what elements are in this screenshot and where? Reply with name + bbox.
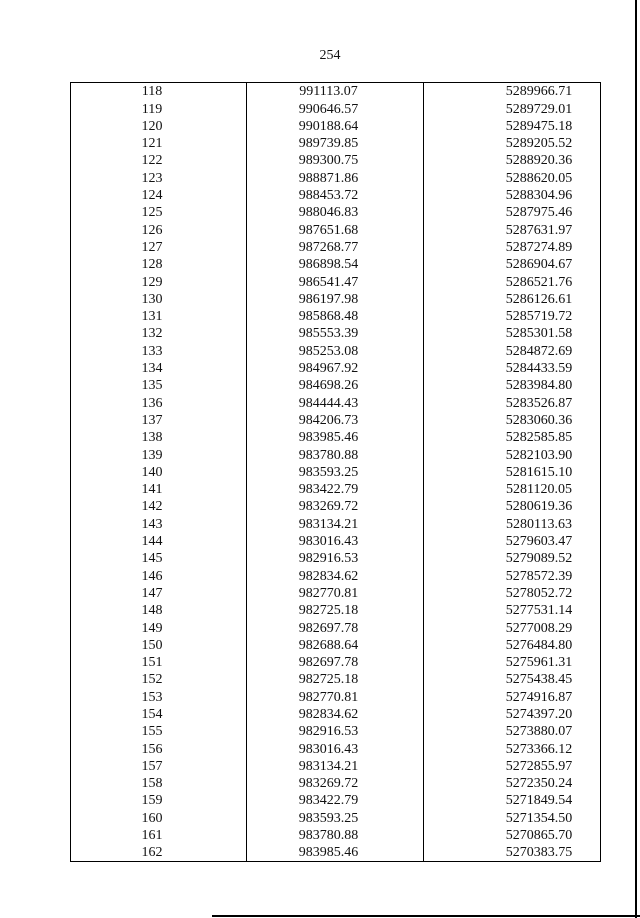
table-row bbox=[71, 429, 601, 446]
point-number-cell: 120 bbox=[71, 118, 247, 135]
point-number-cell: 136 bbox=[71, 394, 247, 411]
y-coordinate-cell: 5279089.52 bbox=[424, 550, 601, 567]
table-row bbox=[71, 394, 601, 411]
table-row bbox=[71, 204, 601, 221]
y-coordinate-cell: 5286521.76 bbox=[424, 273, 601, 290]
y-coordinate-cell: 5271354.50 bbox=[424, 809, 601, 826]
table-row bbox=[71, 342, 601, 359]
table-row bbox=[71, 498, 601, 515]
point-number-cell: 137 bbox=[71, 412, 247, 429]
table-row bbox=[71, 758, 601, 775]
x-coordinate-cell: 982725.18 bbox=[247, 671, 424, 688]
y-coordinate-cell: 5274916.87 bbox=[424, 688, 601, 705]
x-coordinate-cell: 983985.46 bbox=[247, 844, 424, 862]
table-row bbox=[71, 792, 601, 809]
x-coordinate-cell: 982770.81 bbox=[247, 688, 424, 705]
x-coordinate-cell: 983593.25 bbox=[247, 809, 424, 826]
coordinate-table-body bbox=[71, 83, 601, 862]
x-coordinate-cell: 985868.48 bbox=[247, 308, 424, 325]
point-number-cell: 130 bbox=[71, 291, 247, 308]
x-coordinate-cell: 988871.86 bbox=[247, 169, 424, 186]
point-number-cell: 159 bbox=[71, 792, 247, 809]
table-row bbox=[71, 169, 601, 186]
y-coordinate-cell: 5289966.71 bbox=[424, 83, 601, 101]
point-number-cell: 157 bbox=[71, 758, 247, 775]
point-number-cell: 123 bbox=[71, 169, 247, 186]
point-number-cell: 147 bbox=[71, 585, 247, 602]
point-number-cell: 141 bbox=[71, 481, 247, 498]
point-number-cell: 150 bbox=[71, 637, 247, 654]
x-coordinate-cell: 983134.21 bbox=[247, 758, 424, 775]
y-coordinate-cell: 5285301.58 bbox=[424, 325, 601, 342]
y-coordinate-cell: 5271849.54 bbox=[424, 792, 601, 809]
x-coordinate-cell: 989739.85 bbox=[247, 135, 424, 152]
table-row bbox=[71, 809, 601, 826]
y-coordinate-cell: 5283984.80 bbox=[424, 377, 601, 394]
y-coordinate-cell: 5282585.85 bbox=[424, 429, 601, 446]
point-number-cell: 154 bbox=[71, 706, 247, 723]
y-coordinate-cell: 5277531.14 bbox=[424, 602, 601, 619]
table-row bbox=[71, 671, 601, 688]
y-coordinate-cell: 5289475.18 bbox=[424, 118, 601, 135]
x-coordinate-cell: 982697.78 bbox=[247, 619, 424, 636]
y-coordinate-cell: 5270383.75 bbox=[424, 844, 601, 862]
y-coordinate-cell: 5281615.10 bbox=[424, 464, 601, 481]
table-row bbox=[71, 325, 601, 342]
x-coordinate-cell: 983593.25 bbox=[247, 464, 424, 481]
y-coordinate-cell: 5280113.63 bbox=[424, 515, 601, 532]
x-coordinate-cell: 985253.08 bbox=[247, 342, 424, 359]
y-coordinate-cell: 5283526.87 bbox=[424, 394, 601, 411]
x-coordinate-cell: 983985.46 bbox=[247, 429, 424, 446]
table-row bbox=[71, 775, 601, 792]
x-coordinate-cell: 987268.77 bbox=[247, 239, 424, 256]
table-row bbox=[71, 585, 601, 602]
y-coordinate-cell: 5284872.69 bbox=[424, 342, 601, 359]
point-number-cell: 118 bbox=[71, 83, 247, 101]
point-number-cell: 135 bbox=[71, 377, 247, 394]
x-coordinate-cell: 982916.53 bbox=[247, 550, 424, 567]
table-row bbox=[71, 377, 601, 394]
y-coordinate-cell: 5287274.89 bbox=[424, 239, 601, 256]
x-coordinate-cell: 984206.73 bbox=[247, 412, 424, 429]
x-coordinate-cell: 983780.88 bbox=[247, 446, 424, 463]
x-coordinate-cell: 990188.64 bbox=[247, 118, 424, 135]
y-coordinate-cell: 5280619.36 bbox=[424, 498, 601, 515]
y-coordinate-cell: 5273366.12 bbox=[424, 740, 601, 757]
y-coordinate-cell: 5286126.61 bbox=[424, 291, 601, 308]
x-coordinate-cell: 986197.98 bbox=[247, 291, 424, 308]
point-number-cell: 153 bbox=[71, 688, 247, 705]
table-row bbox=[71, 654, 601, 671]
table-row bbox=[71, 152, 601, 169]
table-row bbox=[71, 740, 601, 757]
point-number-cell: 131 bbox=[71, 308, 247, 325]
x-coordinate-cell: 983269.72 bbox=[247, 498, 424, 515]
y-coordinate-cell: 5289729.01 bbox=[424, 100, 601, 117]
table-row bbox=[71, 273, 601, 290]
table-row bbox=[71, 360, 601, 377]
x-coordinate-cell: 983134.21 bbox=[247, 515, 424, 532]
table-row bbox=[71, 550, 601, 567]
point-number-cell: 139 bbox=[71, 446, 247, 463]
table-row bbox=[71, 637, 601, 654]
point-number-cell: 142 bbox=[71, 498, 247, 515]
x-coordinate-cell: 988046.83 bbox=[247, 204, 424, 221]
point-number-cell: 132 bbox=[71, 325, 247, 342]
x-coordinate-cell: 984967.92 bbox=[247, 360, 424, 377]
table-row bbox=[71, 844, 601, 862]
x-coordinate-cell: 982770.81 bbox=[247, 585, 424, 602]
x-coordinate-cell: 982834.62 bbox=[247, 706, 424, 723]
x-coordinate-cell: 988453.72 bbox=[247, 187, 424, 204]
table-row bbox=[71, 706, 601, 723]
table-row bbox=[71, 221, 601, 238]
point-number-cell: 158 bbox=[71, 775, 247, 792]
y-coordinate-cell: 5289205.52 bbox=[424, 135, 601, 152]
y-coordinate-cell: 5283060.36 bbox=[424, 412, 601, 429]
x-coordinate-cell: 986898.54 bbox=[247, 256, 424, 273]
page-number: 254 bbox=[319, 48, 341, 63]
table-row bbox=[71, 827, 601, 844]
y-coordinate-cell: 5287975.46 bbox=[424, 204, 601, 221]
x-coordinate-cell: 983269.72 bbox=[247, 775, 424, 792]
point-number-cell: 133 bbox=[71, 342, 247, 359]
x-coordinate-cell: 990646.57 bbox=[247, 100, 424, 117]
x-coordinate-cell: 982697.78 bbox=[247, 654, 424, 671]
y-coordinate-cell: 5272350.24 bbox=[424, 775, 601, 792]
point-number-cell: 162 bbox=[71, 844, 247, 862]
point-number-cell: 144 bbox=[71, 533, 247, 550]
point-number-cell: 148 bbox=[71, 602, 247, 619]
point-number-cell: 155 bbox=[71, 723, 247, 740]
x-coordinate-cell: 984444.43 bbox=[247, 394, 424, 411]
point-number-cell: 124 bbox=[71, 187, 247, 204]
y-coordinate-cell: 5282103.90 bbox=[424, 446, 601, 463]
x-coordinate-cell: 983780.88 bbox=[247, 827, 424, 844]
x-coordinate-cell: 982834.62 bbox=[247, 567, 424, 584]
y-coordinate-cell: 5287631.97 bbox=[424, 221, 601, 238]
x-coordinate-cell: 984698.26 bbox=[247, 377, 424, 394]
point-number-cell: 152 bbox=[71, 671, 247, 688]
point-number-cell: 134 bbox=[71, 360, 247, 377]
table-row bbox=[71, 464, 601, 481]
table-row bbox=[71, 256, 601, 273]
x-coordinate-cell: 982688.64 bbox=[247, 637, 424, 654]
x-coordinate-cell: 983016.43 bbox=[247, 533, 424, 550]
table-row bbox=[71, 239, 601, 256]
x-coordinate-cell: 987651.68 bbox=[247, 221, 424, 238]
coordinate-table bbox=[70, 82, 601, 862]
table-row bbox=[71, 619, 601, 636]
point-number-cell: 128 bbox=[71, 256, 247, 273]
point-number-cell: 138 bbox=[71, 429, 247, 446]
x-coordinate-cell: 982725.18 bbox=[247, 602, 424, 619]
x-coordinate-cell: 983016.43 bbox=[247, 740, 424, 757]
point-number-cell: 160 bbox=[71, 809, 247, 826]
point-number-cell: 145 bbox=[71, 550, 247, 567]
table-row bbox=[71, 723, 601, 740]
point-number-cell: 156 bbox=[71, 740, 247, 757]
scan-edge-bottom bbox=[212, 915, 640, 917]
y-coordinate-cell: 5279603.47 bbox=[424, 533, 601, 550]
point-number-cell: 143 bbox=[71, 515, 247, 532]
y-coordinate-cell: 5277008.29 bbox=[424, 619, 601, 636]
table-row bbox=[71, 412, 601, 429]
table-row bbox=[71, 187, 601, 204]
table-row bbox=[71, 602, 601, 619]
y-coordinate-cell: 5284433.59 bbox=[424, 360, 601, 377]
x-coordinate-cell: 989300.75 bbox=[247, 152, 424, 169]
x-coordinate-cell: 985553.39 bbox=[247, 325, 424, 342]
y-coordinate-cell: 5275961.31 bbox=[424, 654, 601, 671]
x-coordinate-cell: 991113.07 bbox=[247, 83, 424, 101]
point-number-cell: 146 bbox=[71, 567, 247, 584]
scan-edge-right bbox=[635, 0, 637, 918]
table-row bbox=[71, 688, 601, 705]
point-number-cell: 122 bbox=[71, 152, 247, 169]
y-coordinate-cell: 5273880.07 bbox=[424, 723, 601, 740]
y-coordinate-cell: 5278572.39 bbox=[424, 567, 601, 584]
y-coordinate-cell: 5275438.45 bbox=[424, 671, 601, 688]
y-coordinate-cell: 5270865.70 bbox=[424, 827, 601, 844]
x-coordinate-cell: 983422.79 bbox=[247, 792, 424, 809]
y-coordinate-cell: 5288920.36 bbox=[424, 152, 601, 169]
y-coordinate-cell: 5286904.67 bbox=[424, 256, 601, 273]
table-row bbox=[71, 567, 601, 584]
table-row bbox=[71, 446, 601, 463]
y-coordinate-cell: 5288304.96 bbox=[424, 187, 601, 204]
y-coordinate-cell: 5276484.80 bbox=[424, 637, 601, 654]
y-coordinate-cell: 5288620.05 bbox=[424, 169, 601, 186]
table-row bbox=[71, 533, 601, 550]
y-coordinate-cell: 5278052.72 bbox=[424, 585, 601, 602]
point-number-cell: 121 bbox=[71, 135, 247, 152]
x-coordinate-cell: 982916.53 bbox=[247, 723, 424, 740]
point-number-cell: 149 bbox=[71, 619, 247, 636]
table-row bbox=[71, 481, 601, 498]
point-number-cell: 125 bbox=[71, 204, 247, 221]
point-number-cell: 151 bbox=[71, 654, 247, 671]
point-number-cell: 126 bbox=[71, 221, 247, 238]
table-row bbox=[71, 118, 601, 135]
point-number-cell: 119 bbox=[71, 100, 247, 117]
point-number-cell: 140 bbox=[71, 464, 247, 481]
y-coordinate-cell: 5274397.20 bbox=[424, 706, 601, 723]
table-row bbox=[71, 291, 601, 308]
table-row bbox=[71, 100, 601, 117]
table-row bbox=[71, 135, 601, 152]
x-coordinate-cell: 983422.79 bbox=[247, 481, 424, 498]
table-row bbox=[71, 83, 601, 101]
point-number-cell: 161 bbox=[71, 827, 247, 844]
x-coordinate-cell: 986541.47 bbox=[247, 273, 424, 290]
y-coordinate-cell: 5285719.72 bbox=[424, 308, 601, 325]
table-row bbox=[71, 308, 601, 325]
table-row bbox=[71, 515, 601, 532]
y-coordinate-cell: 5272855.97 bbox=[424, 758, 601, 775]
point-number-cell: 127 bbox=[71, 239, 247, 256]
point-number-cell: 129 bbox=[71, 273, 247, 290]
y-coordinate-cell: 5281120.05 bbox=[424, 481, 601, 498]
